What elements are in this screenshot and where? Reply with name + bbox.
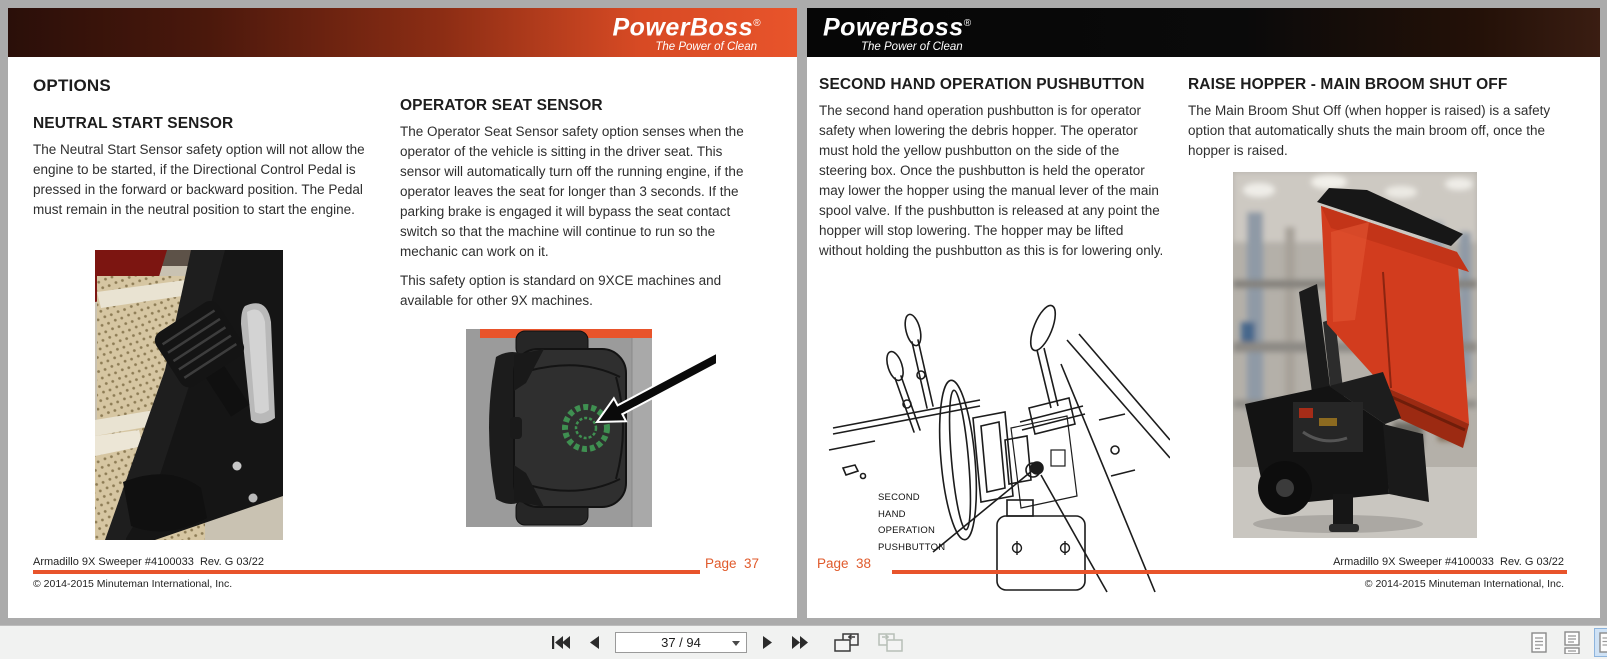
operator-seat-sensor-text-2: This safety option is standard on 9XCE machines and available for other 9X machines.	[400, 273, 722, 308]
operator-seat-sensor-photo	[466, 325, 716, 535]
page-header-left	[8, 8, 797, 57]
powerboss-logo: PowerBoss®	[823, 13, 972, 42]
first-page-button[interactable]	[548, 633, 574, 652]
page-header-right	[807, 8, 1600, 57]
options-title: OPTIONS	[33, 76, 111, 95]
continuous-view-button[interactable]	[1561, 629, 1583, 656]
single-page-view-button[interactable]	[1528, 630, 1550, 655]
second-hand-pushbutton-diagram	[815, 300, 1170, 595]
page-dropdown-caret[interactable]	[732, 641, 740, 646]
operator-seat-sensor-heading: OPERATOR SEAT SENSOR	[400, 97, 603, 114]
footer-doc-ref: Armadillo 9X Sweeper #4100033 Rev. G 03/22	[1333, 556, 1564, 568]
brand-tagline: The Power of Clean	[655, 40, 757, 53]
document-page-38	[807, 8, 1600, 618]
powerboss-logo: PowerBoss®	[612, 13, 761, 42]
page-number-label: Page 37	[705, 556, 760, 571]
facing-pages-view-button[interactable]	[1594, 628, 1607, 657]
next-page-button[interactable]	[758, 633, 777, 652]
raise-hopper-text: The Main Broom Shut Off (when hopper is raised) is a safety option that automatically shuts the main broom off, once the hopper is raised.	[1188, 103, 1551, 158]
document-page-37	[8, 8, 797, 618]
operator-seat-sensor-text-1: The Operator Seat Sensor safety option senses when the operator of the vehicle is sitting in the driver seat. This sensor will automatically turn off the running engine, if the operator leaves the seat for longer than 3 seconds. If the parking brake is engaged it will bypass the seat contact switch so that the machine will continue to run so the mechanic can work on it.	[400, 124, 744, 259]
raised-hopper-photo	[1233, 172, 1477, 543]
page-number-input[interactable]	[615, 632, 747, 653]
previous-page-button[interactable]	[585, 633, 604, 652]
page-number-label: Page 38	[817, 556, 872, 571]
raise-hopper-heading: RAISE HOPPER - MAIN BROOM SHUT OFF	[1188, 76, 1508, 93]
neutral-start-sensor-heading: NEUTRAL START SENSOR	[33, 115, 234, 132]
viewer-toolbar	[0, 625, 1607, 659]
diagram-callout-label: SECOND HAND OPERATION PUSHBUTTON	[878, 492, 946, 553]
second-hand-pushbutton-text: The second hand operation pushbutton is for operator safety when lowering the debris hopper. The operator must hold the yellow pushbutton on the side of the steering box. Once the pushbutton is held the operator may lower the hopper using the manual lever of the main spool valve. If the pushbutton is released at any point the hopper will stop lowering. The hopper may be lifted without holding the pushbutton as this is for lowering only.	[819, 103, 1164, 258]
footer-copyright: © 2014-2015 Minuteman International, Inc.	[33, 578, 233, 590]
last-page-button[interactable]	[788, 633, 813, 652]
next-view-button[interactable]	[874, 630, 907, 655]
footer-doc-ref: Armadillo 9X Sweeper #4100033 Rev. G 03/22	[33, 556, 264, 568]
brand-tagline: The Power of Clean	[861, 40, 963, 53]
second-hand-pushbutton-heading: SECOND HAND OPERATION PUSHBUTTON	[819, 76, 1145, 93]
neutral-start-sensor-text: The Neutral Start Sensor safety option will not allow the engine to be started, if the Directional Control Pedal is pressed in the forward or backward position. The Pedal must remain in the neutral position to start the engine.	[33, 142, 365, 217]
neutral-start-pedal-photo	[95, 250, 283, 545]
footer-copyright: © 2014-2015 Minuteman International, Inc.	[1364, 578, 1564, 590]
previous-view-button[interactable]	[830, 630, 863, 655]
page-indicator-value: 37 / 94	[661, 635, 701, 650]
footer-rule	[892, 570, 1567, 574]
footer-rule	[33, 570, 700, 574]
